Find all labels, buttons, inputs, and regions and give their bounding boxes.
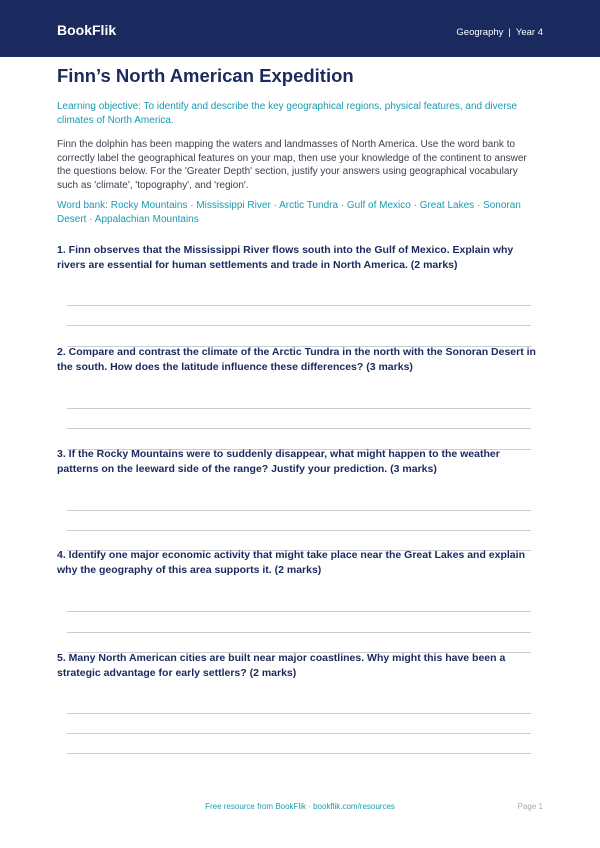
question-2: 2. Compare and contrast the climate of the Arctic Tundra in the north with the Sonoran Desert in the south. How does the latitude influence these differences? (3 marks) — [57, 346, 536, 373]
answer-line[interactable] — [67, 632, 531, 633]
answer-line[interactable] — [67, 530, 531, 531]
question-4: 4. Identify one major economic activity that might take place near the Great Lakes and explain why the geography of this area supports it. (2 marks) — [57, 549, 525, 576]
page-title: Finn’s North American Expedition — [57, 65, 354, 86]
meta-separator: | — [508, 27, 511, 38]
answer-line[interactable] — [67, 408, 531, 409]
subject-year-label — [456, 27, 543, 38]
answer-line[interactable] — [67, 733, 531, 734]
subject-label: Geography — [456, 27, 504, 38]
answer-line[interactable] — [67, 325, 531, 326]
brand-logo: BookFlik — [57, 22, 117, 38]
page-header — [0, 0, 600, 57]
footer-credit: Free resource from BookFlik · bookflik.com/resources — [205, 802, 395, 811]
question-3: 3. If the Rocky Mountains were to suddenly disappear, what might happen to the weather patterns on the leeward side of the range? Justify your prediction. (3 marks) — [57, 448, 500, 475]
answer-line[interactable] — [67, 713, 531, 714]
answer-line[interactable] — [67, 611, 531, 612]
learning-objective: Learning objective: To identify and describe the key geographical regions, physical features, and diverse climates of North America. — [57, 101, 518, 126]
intro-text: Finn the dolphin has been mapping the waters and landmasses of North America. Use the word bank to correctly label the geographical features on your map, then use your knowledge of the continent to answer the questions below. For the 'Greater Depth' section, justify your answers using geographical vocabulary such as 'climate', 'topography', and 'region'. — [57, 139, 527, 191]
answer-line[interactable] — [67, 428, 531, 429]
year-label: Year 4 — [515, 27, 543, 38]
answer-line[interactable] — [67, 510, 531, 511]
page-number: Page 1 — [517, 802, 543, 811]
word-bank: Word bank: Rocky Mountains · Mississippi River · Arctic Tundra · Gulf of Mexico · Great Lakes · Sonoran Desert · Appalachian Mountains — [57, 200, 521, 225]
question-1: 1. Finn observes that the Mississippi River flows south into the Gulf of Mexico. Explain why rivers are essential for human settlements and trade in North America. (2 marks) — [57, 244, 514, 271]
question-5: 5. Many North American cities are built near major coastlines. Why might this have been a strategic advantage for early settlers? (2 marks) — [57, 652, 506, 679]
answer-line[interactable] — [67, 753, 531, 754]
answer-line[interactable] — [67, 305, 531, 306]
